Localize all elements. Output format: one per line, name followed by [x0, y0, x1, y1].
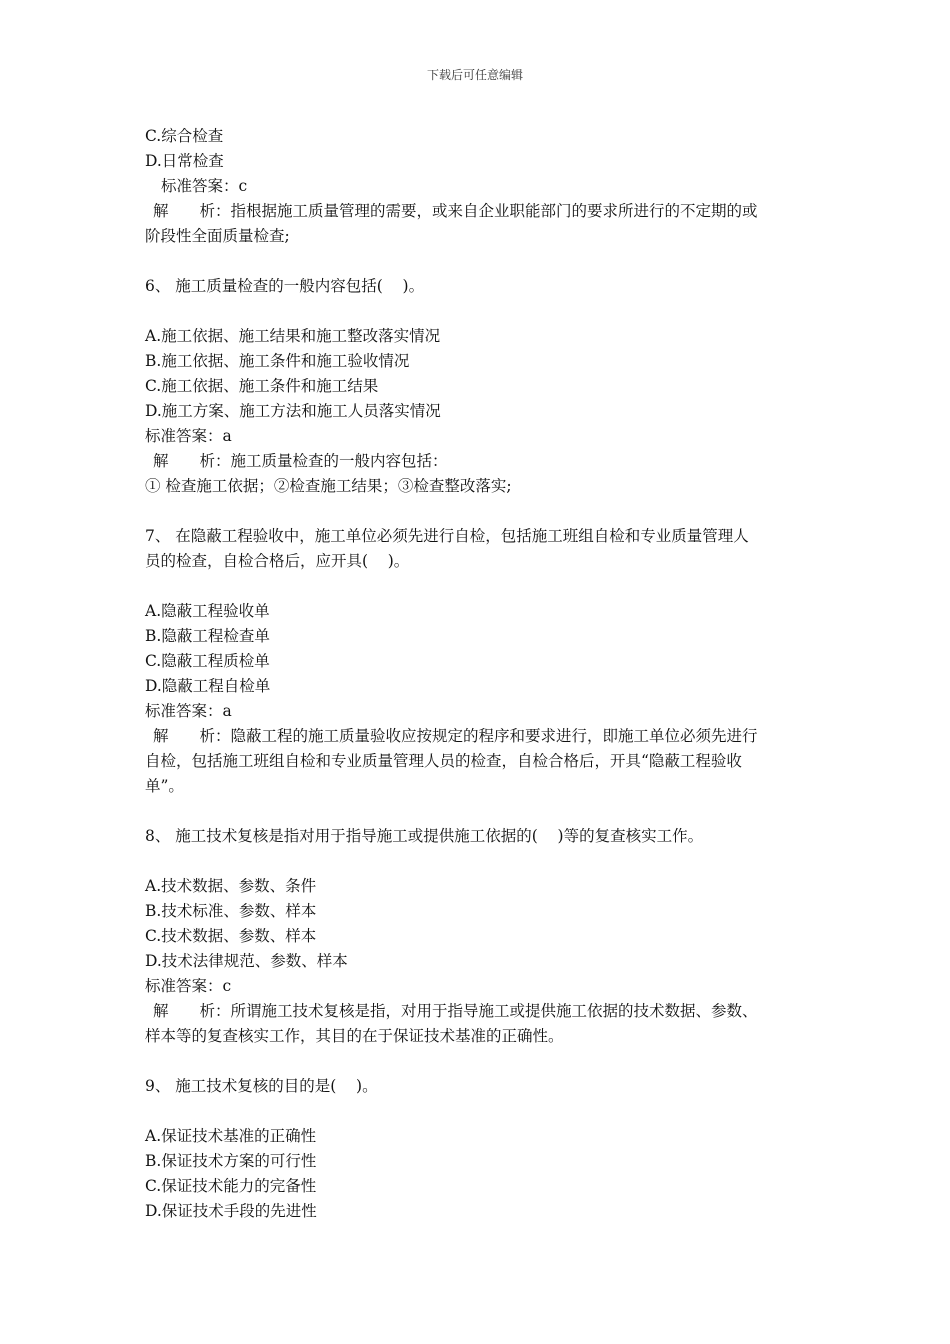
q5-answer: 标准答案：c	[161, 177, 248, 195]
q7-question-line-2: 员的检查，自检合格后，应开具( )。	[145, 552, 410, 570]
q8-option-b: B.技术标准、参数、样本	[145, 902, 317, 920]
q5-analysis-label: 解 析：	[153, 202, 231, 220]
q7-analysis-line-1	[145, 724, 810, 749]
q5-option-c: C.综合检查	[145, 127, 224, 145]
q5-analysis-text-1: 指根据施工质量管理的需要，或来自企业职能部门的要求所进行的不定期的或	[230, 202, 758, 220]
q6-option-c: C.施工依据、施工条件和施工结果	[145, 377, 379, 395]
q7-option-a: A.隐蔽工程验收单	[145, 602, 270, 620]
q8-question: 8、 施工技术复核是指对用于指导施工或提供施工依据的( )等的复查核实工作。	[145, 827, 704, 845]
q8-option-a: A.技术数据、参数、条件	[145, 877, 317, 895]
q7-option-c: C.隐蔽工程质检单	[145, 652, 270, 670]
q9-option-b: B.保证技术方案的可行性	[145, 1152, 317, 1170]
q7-analysis-line-2: 自检，包括施工班组自检和专业质量管理人员的检查，自检合格后，开具“隐蔽工程验收	[145, 752, 742, 770]
q9-option-c: C.保证技术能力的完备性	[145, 1177, 317, 1195]
q8-answer: 标准答案：c	[145, 977, 232, 995]
q9-option-d: D.保证技术手段的先进性	[145, 1202, 317, 1220]
q6-option-b: B.施工依据、施工条件和施工验收情况	[145, 352, 410, 370]
q6-analysis-text-1: 施工质量检查的一般内容包括：	[230, 452, 448, 470]
q8-analysis-text-1: 所谓施工技术复核是指，对用于指导施工或提供施工依据的技术数据、参数、	[230, 1002, 758, 1020]
q8-analysis-label: 解 析：	[153, 1002, 231, 1020]
q7-question-line-1: 7、 在隐蔽工程验收中，施工单位必须先进行自检，包括施工班组自检和专业质量管理人	[145, 527, 749, 545]
q6-analysis-line-2: ① 检查施工依据；②检查施工结果；③检查整改落实;	[145, 477, 512, 495]
q8-option-c: C.技术数据、参数、样本	[145, 927, 317, 945]
q7-option-b: B.隐蔽工程检查单	[145, 627, 270, 645]
q8-option-d: D.技术法律规范、参数、样本	[145, 952, 348, 970]
q6-option-a: A.施工依据、施工结果和施工整改落实情况	[145, 327, 441, 345]
q9-question: 9、 施工技术复核的目的是( )。	[145, 1077, 378, 1095]
document-body	[145, 124, 810, 1224]
q5-analysis-line-1	[145, 199, 810, 224]
q7-answer: 标准答案：a	[145, 702, 232, 720]
q6-option-d: D.施工方案、施工方法和施工人员落实情况	[145, 402, 441, 420]
q7-analysis-label: 解 析：	[153, 727, 231, 745]
q7-analysis-line-3: 单”。	[145, 777, 184, 795]
q8-analysis-line-1	[145, 999, 810, 1024]
q6-answer: 标准答案：a	[145, 427, 232, 445]
q7-option-d: D.隐蔽工程自检单	[145, 677, 271, 695]
q9-option-a: A.保证技术基准的正确性	[145, 1127, 317, 1145]
q5-analysis-line-2: 阶段性全面质量检查;	[145, 227, 290, 245]
page-header: 下载后可任意编辑	[426, 68, 523, 82]
q7-analysis-text-1: 隐蔽工程的施工质量验收应按规定的程序和要求进行，即施工单位必须先进行	[230, 727, 758, 745]
q5-option-d: D.日常检查	[145, 152, 224, 170]
q8-analysis-line-2: 样本等的复查核实工作，其目的在于保证技术基准的正确性。	[145, 1027, 564, 1045]
q6-analysis-label: 解 析：	[153, 452, 231, 470]
q6-analysis-line-1	[145, 449, 810, 474]
q6-question: 6、 施工质量检查的一般内容包括( )。	[145, 277, 425, 295]
